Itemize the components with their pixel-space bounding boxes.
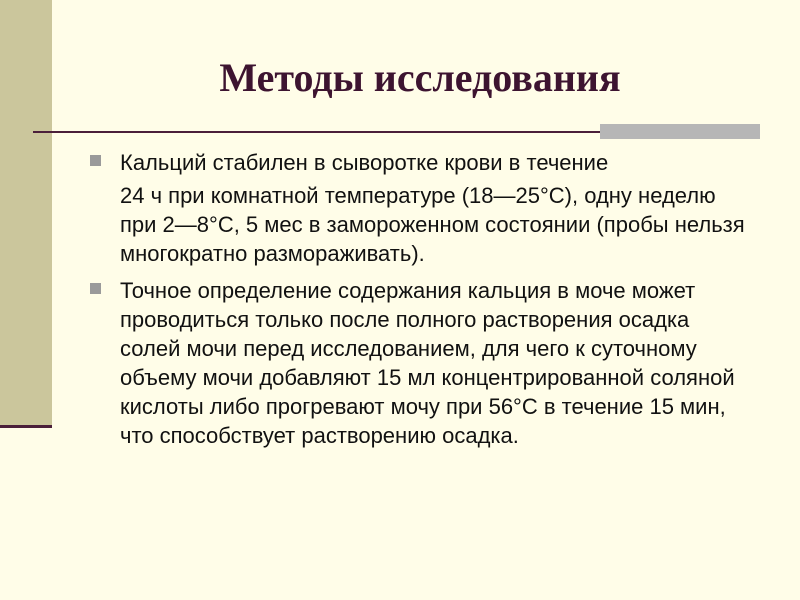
title-divider-accent [600, 124, 760, 139]
bullet-text-continuation: 24 ч при комнатной температуре (18—25°С), одну неделю при 2—8°С, 5 мес в замороженном состоянии (пробы нельзя многократно размораживать). [120, 183, 745, 266]
slide-content [90, 148, 750, 458]
bullet-text-first-line: Кальций стабилен в сыворотке крови в течение [120, 150, 609, 175]
bullet-item-urine-calcium [90, 276, 750, 450]
square-bullet-icon [90, 155, 101, 166]
bullet-text: Точное определение содержания кальция в моче может проводиться только после полного растворения осадка солей мочи перед исследованием, для чего к суточному объему мочи добавляют 15 мл концентрированной соляной кислоты либо прогревают мочу при 56°С в течение 15 мин, что способствует растворению осадка. [120, 278, 735, 448]
left-band-underline [0, 425, 52, 428]
slide-title: Методы исследования [219, 55, 621, 100]
square-bullet-icon [90, 283, 101, 294]
bullet-item-calcium-stability [90, 148, 750, 268]
